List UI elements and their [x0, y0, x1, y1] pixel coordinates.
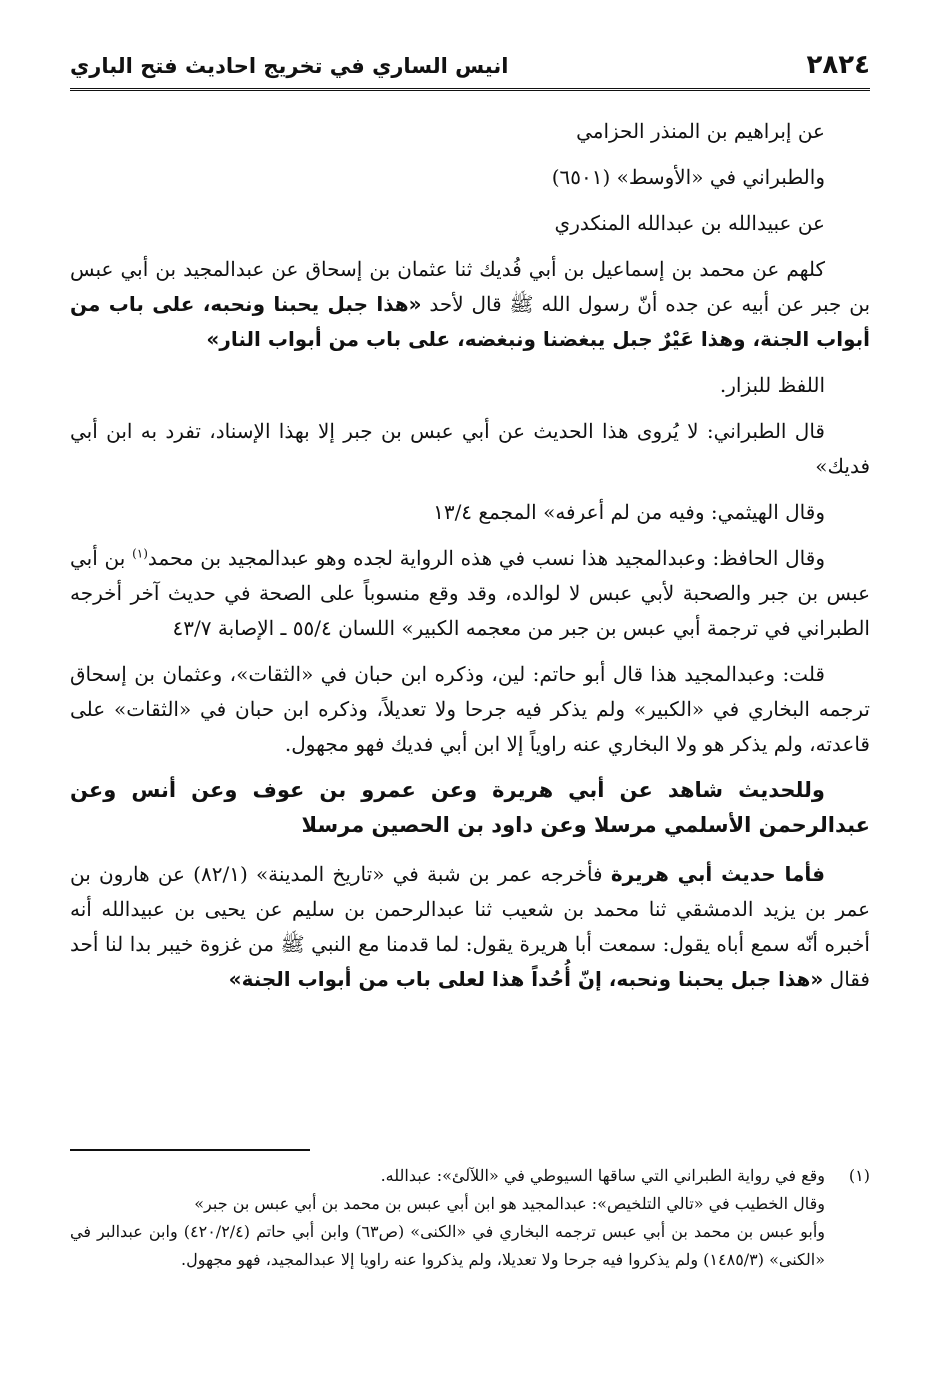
section-heading: وللحديث شاهد عن أبي هريرة وعن عمرو بن عوف وعن أنس وعن عبدالرحمن الأسلمي مرسلا وعن داود بن الحصين مرسلا: [70, 778, 870, 837]
footnote-line-3: وأبو عبس بن محمد بن أبي عبس ترجمه البخاري في «الكنى» (ص٦٣) وابن أبي حاتم (٤٢٠/٢/٤) وابن عبدالبر في «الكنى» (١٤٨٥/٣) ولم يذكروا فيه جرحا ولا تعديلا، ولم يذكروا عنه راويا إلا عبدالمجيد، فهو مجهول.: [70, 1222, 826, 1269]
hafiz-comment-start: وقال الحافظ: وعبدالمجيد هذا نسب في هذه الرواية لجده وهو عبدالمجيد بن محمد: [147, 546, 825, 570]
abu-hurayra-paragraph: [70, 857, 870, 997]
chain-line-2: والطبراني في «الأوسط» (٦٥٠١): [551, 165, 825, 189]
wording-note: اللفظ للبزار.: [719, 373, 825, 397]
running-title: انيس الساري في تخريج احاديث فتح الباري: [70, 54, 509, 78]
abu-hurayra-matn: «هذا جبل يحبنا ونحبه، إنّ أُحُداً هذا لعلى باب من أبواب الجنة»: [228, 967, 824, 991]
footnote-number: (١): [848, 1166, 870, 1185]
book-page: [70, 48, 870, 1358]
abu-hurayra-isnad: فأخرجه عمر بن شبة في «تاريخ المدينة» (٨٢/١) عن هارون بن عمر بن يزيد الدمشقي ثنا محمد بن شعيب ثنا عبدالرحمن بن سليم عن يحيى بن عبيدالله أنه أخبره أنّه سمع أباه يقول: سمعت أبا هريرة يقول: لما قدمنا مع النبي ﷺ من غزوة خيبر بدا لنا أحد فقال: [70, 862, 870, 991]
tabarani-comment: قال الطبراني: لا يُروى هذا الحديث عن أبي عبس بن جبر إلا بهذا الإسناد، تفرد به ابن أبي فديك»: [70, 419, 870, 478]
header-rule: [70, 88, 870, 93]
hafiz-comment-end: بن أبي عبس بن جبر والصحبة لأبي عبس لا لوالده، وقد وقع منسوباً على الصحة في حديث آخر أخرجه الطبراني في ترجمة أبي عبس بن جبر من معجمه الكبير» اللسان ٥٥/٤ ـ الإصابة ٤٣/٧: [70, 546, 870, 640]
hadith-paragraph: [70, 252, 870, 357]
chain-line-1: عن إبراهيم بن المنذر الحزامي: [576, 119, 825, 143]
haythami-comment: وقال الهيثمي: وفيه من لم أعرفه» المجمع ١٣/٤: [433, 500, 825, 524]
footnote-line-2: وقال الخطيب في «تالي التلخيص»: عبدالمجيد هو ابن أبي عبس بن محمد بن أبي عبس بن جبر»: [194, 1194, 825, 1213]
footnote-text: [70, 1162, 870, 1274]
hadith-isnad: كلهم عن محمد بن إسماعيل بن أبي فُديك ثنا عثمان بن إسحاق عن عبدالمجيد بن أبي عبس بن جبر عن أبيه عن جده أنّ رسول الله ﷺ قال لأحد: [70, 257, 871, 316]
hafiz-comment: [70, 541, 870, 646]
main-text: [70, 114, 870, 1008]
page-number: ٢٨٢٤: [806, 50, 870, 80]
footnote-marker: (١): [132, 546, 148, 561]
page-header: [70, 48, 870, 88]
hadith-matn: «هذا جبل يحبنا ونحبه، على باب من أبواب الجنة، وهذا عَيْرٌ جبل يبغضنا ونبغضه، على باب من أبواب النار»: [70, 292, 870, 351]
abu-hurayra-lead: فأما حديث أبي هريرة: [610, 862, 826, 886]
footnote-rule: [70, 1149, 310, 1151]
chain-line-3: عن عبيدالله بن عبدالله المنكدري: [554, 211, 825, 235]
footnotes: [70, 1162, 870, 1274]
author-comment: قلت: وعبدالمجيد هذا قال أبو حاتم: لين، وذكره ابن حبان في «الثقات»، وعثمان بن إسحاق ترجمه البخاري في «الكبير» ولم يذكر فيه جرحا ولا تعديلاً، وذكره ابن حبان في «الثقات» على قاعدته، ولم يذكر هو ولا البخاري عنه راوياً إلا ابن أبي فديك فهو مجهول.: [70, 662, 870, 756]
footnote-line-1: وقع في رواية الطبراني التي ساقها السيوطي في «اللآلئ»: عبدالله.: [380, 1166, 825, 1185]
